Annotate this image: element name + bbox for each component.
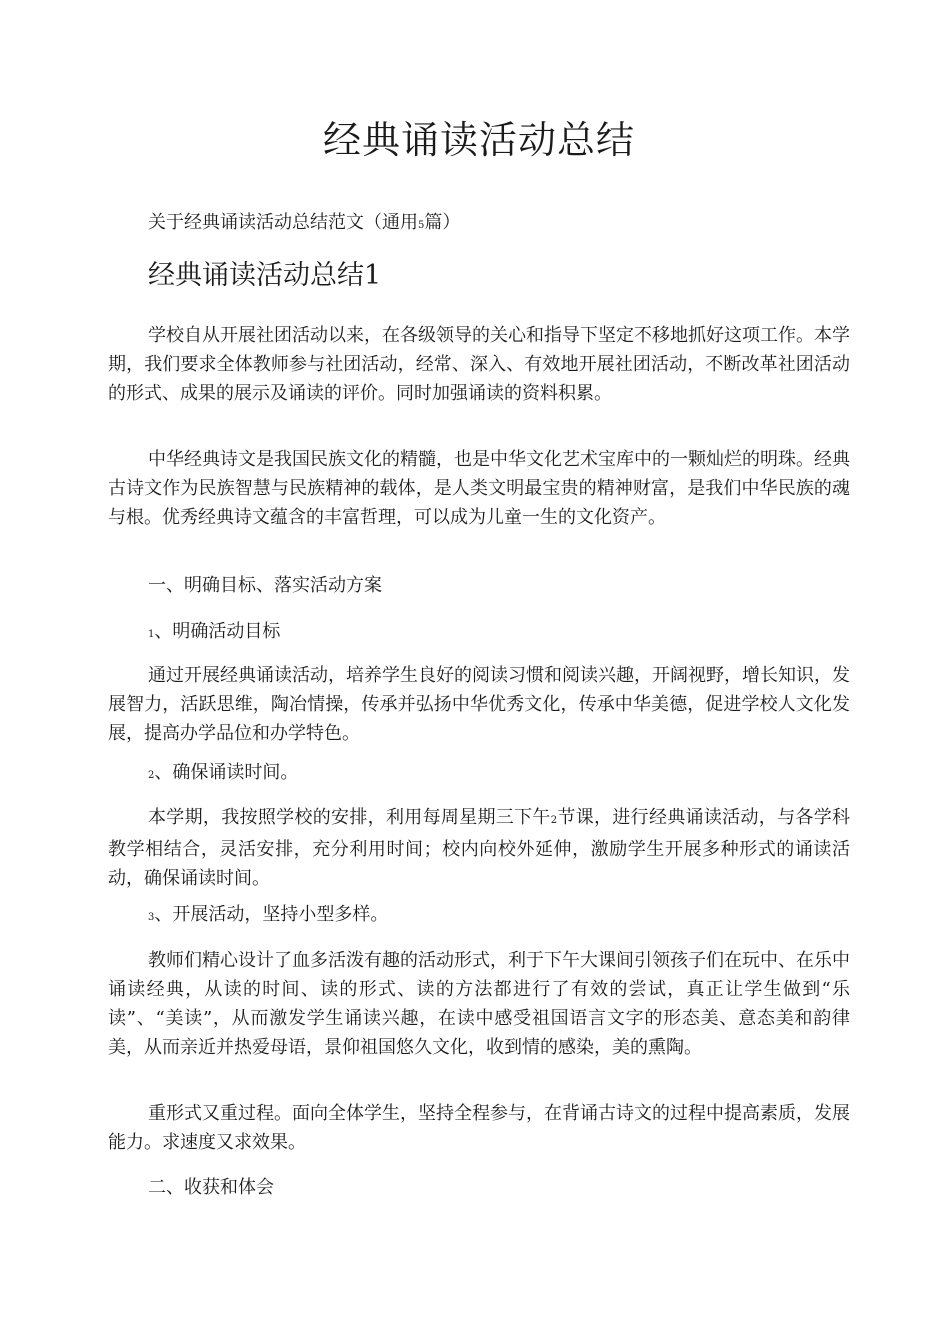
item-3 <box>148 900 388 933</box>
paragraph-2: 中华经典诗文是我国民族文化的精髓，也是中华文化艺术宝库中的一颗灿烂的明珠。经典古诗文作为民族智慧与民族精神的载体，是人类文明最宝贵的精神财富，是我们中华民族的魂与根。优秀经典诗文蕴含的丰富哲理，可以成为儿童一生的文化资产。 <box>108 449 850 528</box>
paragraph-5: 教师们精心设计了血多活泼有趣的活动形式，利于下午大课间引领孩子们在玩中、在乐中诵读经典，从读的时间、读的形式、读的方法都进行了有效的尝试，真正让学生做到“乐读”、“美读”，从而激发学生诵读兴趣，在读中感受祖国语言文字的形态美、意态美和韵律美，从而亲近并热爱母语，景仰祖国悠久文化，收到情的感染，美的熏陶。 <box>108 950 850 1058</box>
subtitle-text: 关于经典诵读活动总结范文（通用 <box>148 212 418 233</box>
document-title: 经典诵读活动总结 <box>322 118 635 162</box>
paragraph-1: 学校自从开展社团活动以来，在各级领导的关心和指导下坚定不移地抓好这项工作。本学期，我们要求全体教师参与社团活动，经常、深入、有效地开展社团活动，不断改革社团活动的形式、成果的展示及诵读的评价。同时加强诵读的资料积累。 <box>108 325 850 404</box>
item-1 <box>148 617 280 650</box>
paragraph-4-text: 本学期，我按照学校的安排，利用每周星期三下午 <box>148 807 551 828</box>
item-3-number: 3 <box>148 912 155 923</box>
subtitle-number: 5 <box>418 220 425 231</box>
heading-gains: 二、收获和体会 <box>148 1177 274 1198</box>
item-2-text: 、确保诵读时间。 <box>154 762 299 783</box>
paragraph-4-number: 2 <box>550 815 558 826</box>
heading-goal-plan: 一、明确目标、落实活动方案 <box>148 575 382 596</box>
paragraph-6: 重形式又重过程。面向全体学生，坚持全程参与，在背诵古诗文的过程中提高素质，发展能力。求速度又求效果。 <box>108 1103 850 1153</box>
paragraph-3: 通过开展经典诵读活动，培养学生良好的阅读习惯和阅读兴趣，开阔视野，增长知识，发展智力，活跃思维，陶冶情操，传承并弘扬中华优秀文化，传承中华美德，促进学校人文化发展，提高办学品位和办学特色。 <box>108 665 850 744</box>
section-heading: 经典诵读活动总结1 <box>148 260 382 291</box>
paragraph-4-text-end: 节课，进行经典诵读活动，与各学科教学相结合，灵活安排，充分利用时间；校内向校外延伸，激励学生开展多种形式的诵读活动，确保诵读时间。 <box>108 807 851 889</box>
item-1-number: 1 <box>148 629 155 640</box>
item-2 <box>148 758 298 791</box>
document-subtitle <box>148 208 460 241</box>
item-3-text: 、开展活动，坚持小型多样。 <box>154 904 389 925</box>
subtitle-text-end: 篇） <box>424 212 461 233</box>
item-1-text: 、明确活动目标 <box>154 621 281 642</box>
item-2-number: 2 <box>148 770 155 781</box>
paragraph-4 <box>108 803 850 893</box>
